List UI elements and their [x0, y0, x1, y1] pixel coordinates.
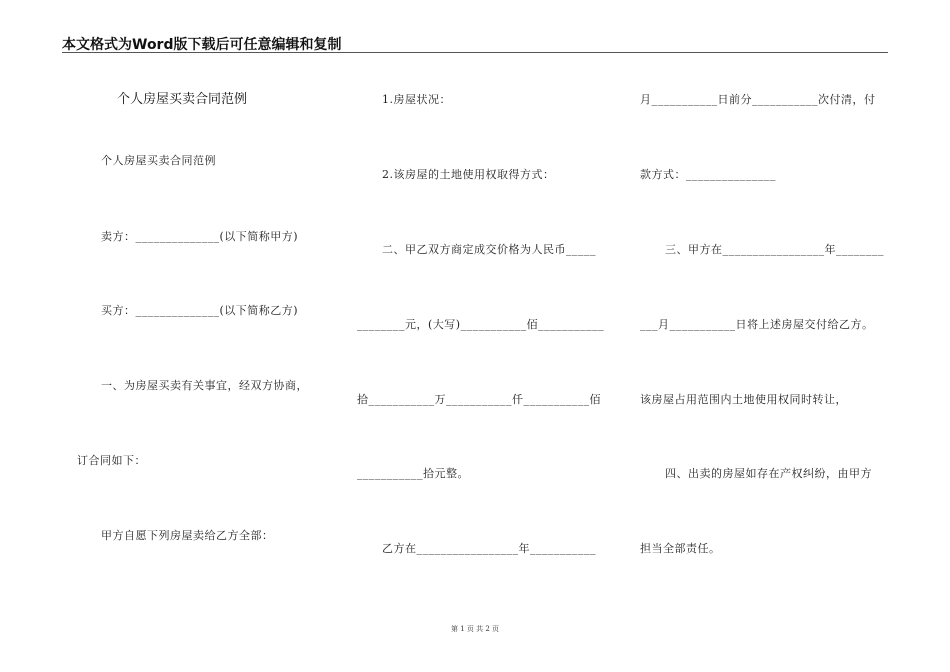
header-divider — [62, 52, 888, 53]
col3-line-6: 四、出卖的房屋如存在产权纠纷，由甲方 — [665, 467, 872, 480]
col3-line-2: 款方式：_______________ — [640, 168, 776, 181]
col2-line-7: 乙方在_________________年___________ — [382, 542, 596, 555]
col1-line-4: 一、为房屋买卖有关事宜，经双方协商， — [101, 379, 308, 392]
col2-line-2: 2.该房屋的土地使用权取得方式： — [382, 168, 555, 181]
col2-line-5: 拾___________万___________仟___________佰 — [357, 393, 601, 406]
col3-line-3: 三、甲方在_________________年________ — [665, 243, 884, 256]
col3-line-4: ___月___________日将上述房屋交付给乙方。 — [640, 318, 874, 331]
col3-line-7: 担当全部责任。 — [640, 542, 721, 555]
col1-line-2: 卖方：______________(以下简称甲方) — [101, 230, 299, 243]
document-title: 个人房屋买卖合同范例 — [117, 92, 248, 107]
col1-line-5: 订合同如下： — [77, 454, 146, 467]
col2-line-6: ___________拾元整。 — [357, 467, 469, 480]
col2-line-3: 二、甲乙双方商定成交价格为人民币_____ — [382, 243, 596, 256]
page-footer: 第 1 页 共 2 页 — [450, 625, 500, 633]
col2-line-4: ________元，(大写)___________佰___________ — [357, 318, 605, 331]
col1-line-1: 个人房屋买卖合同范例 — [101, 154, 216, 167]
col3-line-1: 月___________日前分___________次付清，付 — [640, 93, 876, 106]
col1-line-6: 甲方自愿下列房屋卖给乙方全部： — [101, 529, 274, 542]
page-header: 本文格式为Word版下载后可任意编辑和复制 — [62, 37, 342, 53]
col1-line-3: 买方：______________(以下简称乙方) — [101, 304, 299, 317]
col2-line-1: 1.房屋状况： — [382, 93, 451, 106]
col3-line-5: 该房屋占用范围内土地使用权同时转让， — [640, 393, 847, 406]
